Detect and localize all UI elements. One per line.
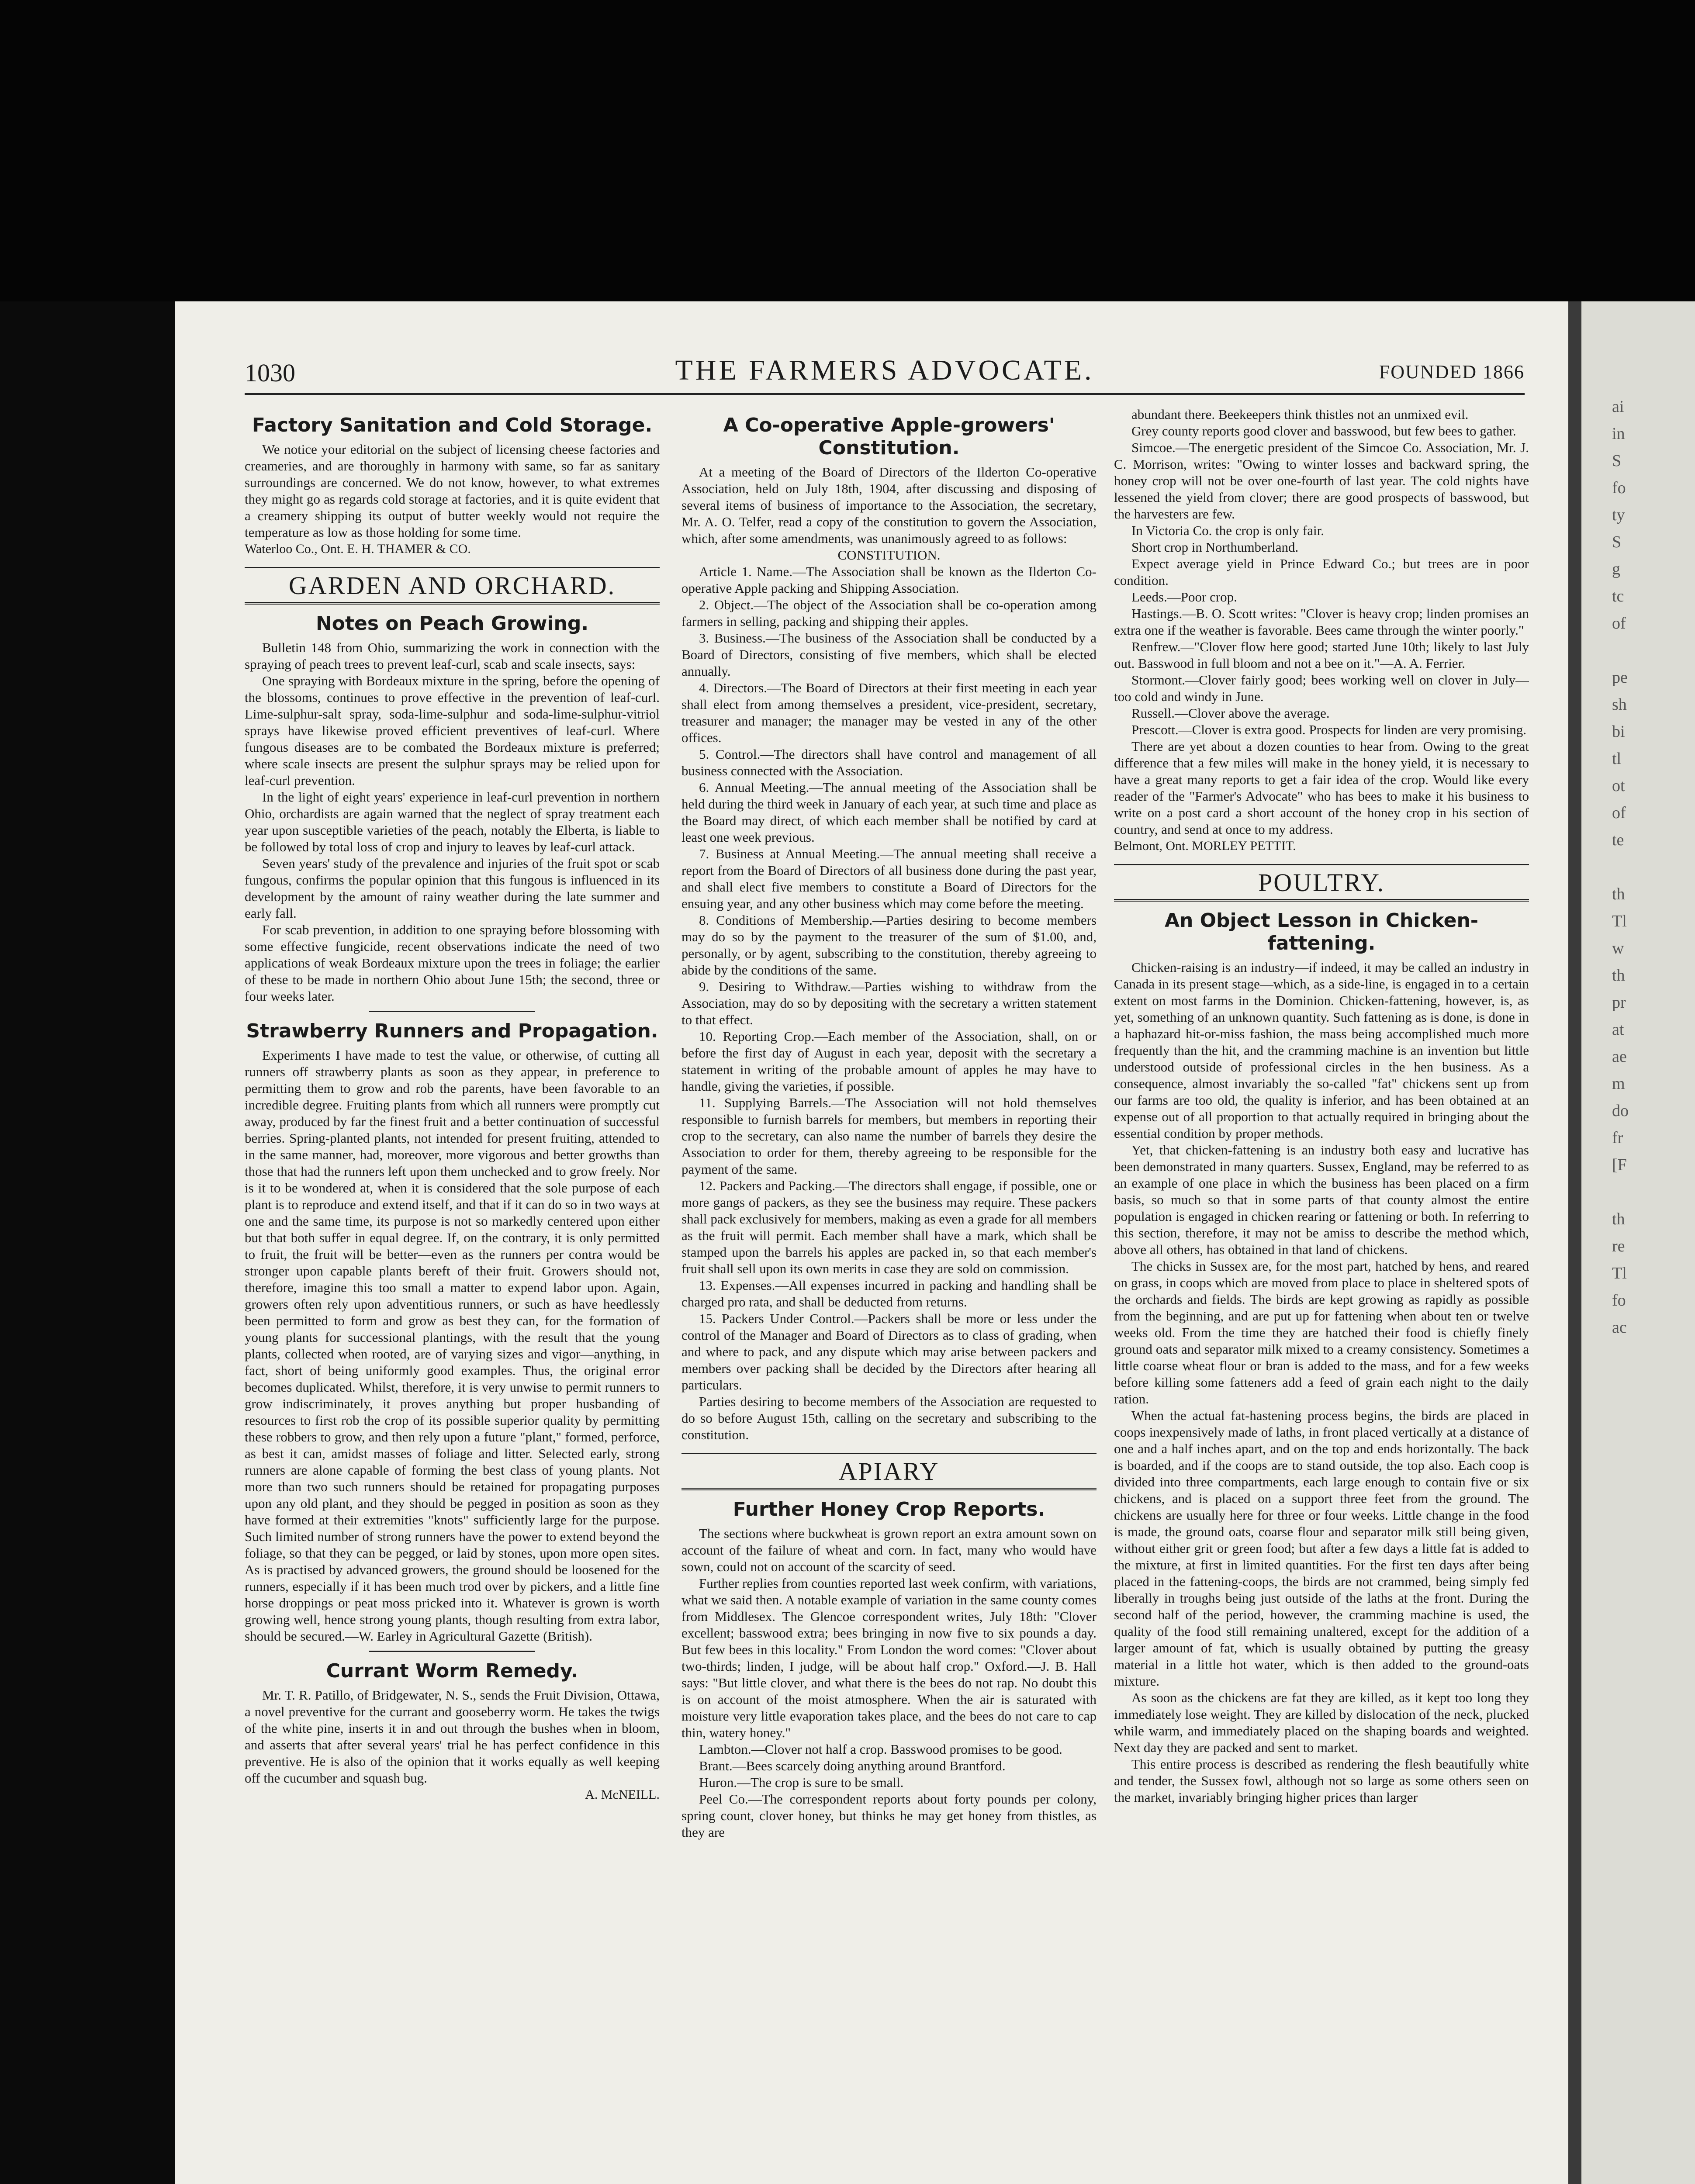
paragraph: The sections where buckwheat is grown report an extra amount sown on account of the failure of wheat and corn. In fact, many who would have sown, could not on account of the scarcity of seed.	[681, 1526, 1097, 1574]
divider	[369, 1651, 535, 1652]
paragraph: Seven years' study of the prevalence and injuries of the fruit spot or scab fungous, confirms the popular opinion that this fungous is influenced in its development by the amount of rainy weather during the late summer and early fall.	[245, 856, 660, 921]
paragraph: 3. Business.—The business of the Association shall be conducted by a Board of Directors, consisting of five members, which shall be elected annually.	[681, 630, 1097, 679]
paragraph: Simcoe.—The energetic president of the Simcoe Co. Association, Mr. J. C. Morrison, writes: "Owing to winter losses and backward spring, the honey crop will not be over one-fourth of last year. The cold nights have lessened the yield from clover; there are good prospects of basswood, but the harvesters are few.	[1114, 440, 1529, 522]
paragraph: 9. Desiring to Withdraw.—Parties wishing to withdraw from the Association, may do so by depositing with the secretary a written statement to that effect.	[681, 979, 1097, 1027]
column-2	[681, 406, 1097, 2184]
paragraph: There are yet about a dozen counties to hear from. Owing to the great difference that a few miles will make in the honey yield, it is necessary to have a great many reports to get a fair idea of the crop. Would like every reader of the "Farmer's Advocate" who has bees to make it his business to write on a post card a short account of the honey crop in his section of country, and send at once to my address.	[1114, 739, 1529, 837]
column-1	[245, 406, 660, 2184]
subheading-constitution: CONSTITUTION.	[837, 547, 941, 563]
paragraph: 15. Packers Under Control.—Packers shall be more or less under the control of the Manager and Board of Directors as to class of grading, when and where to pack, and any dispute which may arise between packers and members over packing shall be decided by the Directors after hearing all particulars.	[681, 1311, 1097, 1393]
article-body: We notice your editorial on the subject of licensing cheese factories and creameries, and are thoroughly in harmony with same, so far as sanitary surroundings are concerned. We do not know, however, to what extremes they might go as regards cold storage at factories, and it is quite evident that a creamery shipping its output of butter weekly would not require the temperature as low as those holding for some time.	[245, 442, 660, 540]
paragraph: Experiments I have made to test the value, or otherwise, of cutting all runners off strawberry plants as soon as they appear, in preference to permitting them to grow and rob the parents, have been favorable to an incredible degree. Fruiting plants from which all runners were promptly cut away, produced by far the finest fruit and a better continuation of successful berries. Spring-planted plants, not intended for present fruiting, attended to in the same manner, had, moreover, more vigorous and better growths than those that had the runners left upon them unchecked and to grow freely. Nor is it to be wondered at, when it is considered that the sole purpose of each plant is to reproduce and extend itself, and that if it can do so in two ways at one and the same time, its purpose is not so markedly centered upon either but that both suffer in equal degree. If, on the contrary, it is only permitted to fruit, the fruit will be better—even as the runners per contra would be stronger upon capable plants bereft of their fruit. Growers should not, therefore, imagine this too small a matter to expend labor upon. Again, growers often rely upon adventitious runners, or such as have heedlessly been permitted to form and grow as best they can, for the formation of young plants for successional plantings, with the result that the young plants, collected when rooted, are of varying sizes and vigor—anything, in fact, short of being uniformly good examples. Thus, the original error becomes duplicated. Whilst, therefore, it is very unwise to permit runners to grow indiscriminately, it proves anything but proper husbanding of resources to first rob the crop of its possible superior quality by permitting these robbers to grow, and then rely upon a future "plant," formed, perforce, as best it can, amidst masses of foliage and litter. Selected early, strong runners are alone capable of forming the best class of young plants. Not more than two such runners should be retained for propagating purposes upon any old plant, and they should be pegged in position as soon as they have formed at their extremities "knots" sufficiently large for the purpose. Such limited number of strong runners have the power to extend beyond the foliage, so that they can be pegged, or laid by stones, upon more open sites. As is practised by advanced growers, the ground should be loosened for the runners, especially if it has been much trod over by pickers, and a little fine horse droppings or peat moss pricked into it. Whatever is grown is worth growing well, hence strong young plants, though resulting from extra labor, should be secured.—W. Earley in Agricultural Gazette (British).	[245, 1047, 660, 1644]
adjacent-page-text: ai in S fo ty S g tc of pe sh bi tl ot of te th Tl w th pr at ae m do fr [F th re Tl fo ac	[1612, 397, 1629, 1337]
section-heading-garden: GARDEN AND ORCHARD.	[245, 567, 660, 605]
paragraph: One spraying with Bordeaux mixture in the spring, before the opening of the blossoms, continues to prove effective in the prevention of leaf-curl. Lime-sulphur-salt spray, soda-lime-sulphur and soda-lime-sulphur-vitriol sprays have likewise proved efficient preventives of leaf-curl. Where fungous diseases are to be combated the Bordeaux mixture is preferred; where scale insects are present the sulphur sprays may be relied upon for leaf-curl prevention.	[245, 673, 660, 788]
paragraph: 6. Annual Meeting.—The annual meeting of the Association shall be held during the third week in January of each year, at such time and place as the Board may direct, of which each member shall be notified by card at least one week previous.	[681, 780, 1097, 845]
paragraph: Grey county reports good clover and basswood, but few bees to gather.	[1131, 423, 1516, 439]
paragraph: 10. Reporting Crop.—Each member of the Association, shall, on or before the first day of August in each year, deposit with the secretary a statement in writing of the probable amount of apples he may have to handle, giving the varieties, if possible.	[681, 1029, 1097, 1094]
paragraph: Chicken-raising is an industry—if indeed, it may be called an industry in Canada in its present stage—which, as a side-line, is engaged in to a certain extent on most farms in the Dominion. Chicken-fattening, however, is, as yet, something of an unknown quantity. Such fattening as is done, is done in a haphazard hit-or-miss fashion, the mass being accomplished much more frequently than the hit, and the cramming machine is an invention but little understood outside of professional circles in the hen business. As a consequence, almost invariably the so-called "fat" chickens sent up from our farms are too old, the quality is inferior, and has been obtained at an expense out of all proportion to that actually required in bringing about the essential condition by proper methods.	[1114, 960, 1529, 1141]
article-title-currant: Currant Worm Remedy.	[326, 1660, 578, 1682]
newspaper-page	[175, 301, 1581, 2184]
paragraph: 12. Packers and Packing.—The directors shall engage, if possible, one or more gangs of packers, as they see the business may require. These packers shall pack exclusively for members, making as even a grade for all members as the fruit will permit. Each member shall have a mark, which shall be stamped upon the barrels his apples are packed in, so that each member's fruit shall sell upon its own merits in case they are sold on commission.	[681, 1178, 1097, 1276]
article-title-chicken: An Object Lesson in Chicken-fattening.	[1164, 909, 1479, 954]
paragraph: Russell.—Clover above the average.	[1131, 705, 1330, 721]
paragraph: 11. Supplying Barrels.—The Association will not hold themselves responsible to furnish barrels for members, but members in reporting their crop to the secretary, can also name the number of barrels they desire the Association to order for them, thereby agreeing to be responsible for the payment of the same.	[681, 1095, 1097, 1177]
article-title-strawberry: Strawberry Runners and Propagation.	[246, 1020, 658, 1042]
article-signature: A. McNEILL.	[585, 1787, 660, 1802]
paragraph: Bulletin 148 from Ohio, summarizing the work in connection with the spraying of peach trees to prevent leaf-curl, scab and scale insects, says:	[245, 640, 660, 672]
scan-border-left	[0, 301, 175, 2184]
paragraph: Short crop in Northumberland.	[1131, 539, 1299, 555]
paragraph: Stormont.—Clover fairly good; bees working well on clover in July—too cold and windy in June.	[1114, 672, 1529, 704]
paragraph: When the actual fat-hastening process begins, the birds are placed in coops inexpensively made of laths, in front placed vertically at a distance of one and a half inches apart, and on the top and ends horizontally. The back is boarded, and if the coops are to stand outside, the top also. Each coop is divided into three compartments, each large enough to contain five or six chickens, and is placed on a support three feet from the ground. The chickens are usually here for three or four weeks. Little change in the food is made, the ground oats, coarse flour and separator milk still being given, without either grit or green food; but after a few days a little fat is added to the mixture, at first in limited quantities. For the first ten days after being placed in the fattening-coops, the birds are not crammed, being simply fed liberally in troughs being just outside of the laths at the front. During the second half of the period, however, the cramming machine is used, the quality of the food still remaining unaltered, except for the addition of a larger amount of fat, which is usually obtained by putting the greasy material in a little hot water, which is then added to the ground-oats mixture.	[1114, 1408, 1529, 1689]
paragraph: Lambton.—Clover not half a crop. Basswood promises to be good.	[699, 1742, 1062, 1757]
divider	[369, 1011, 535, 1012]
article-signature: Belmont, Ont. MORLEY PETTIT.	[1114, 839, 1296, 853]
paragraph: The chicks in Sussex are, for the most part, hatched by hens, and reared on grass, in coops which are moved from place to place in sheltered spots of the orchards and fields. The birds are kept growing as rapidly as possible from the beginning, and are put up for fattening when about ten or twelve weeks old. From the time they are hatched their food is chiefly finely ground oats and separator milk mixed to a creamy consistency. Sometimes a little coarse wheat flour or bran is added to the mass, and for a few weeks before killing some fatteners add a feed of grain each night to the daily ration.	[1114, 1258, 1529, 1406]
paragraph: As soon as the chickens are fat they are killed, as it kept too long they immediately lose weight. They are killed by dislocation of the neck, plucked while warm, and immediately placed on the shaping boards and weighted. Next day they are packed and sent to market.	[1114, 1690, 1529, 1755]
founded-line: FOUNDED 1866	[1379, 361, 1525, 383]
paragraph: Hastings.—B. O. Scott writes: "Clover is heavy crop; linden promises an extra one if the weather is favorable. Bees came through the winter poorly."	[1114, 606, 1529, 638]
paragraph: 4. Directors.—The Board of Directors at their first meeting in each year shall elect from among themselves a president, vice-president, secretary, treasurer and manager; the manager may be vested in any of the other offices.	[681, 680, 1097, 745]
article-title-factory: Factory Sanitation and Cold Storage.	[252, 414, 653, 436]
paragraph: 2. Object.—The object of the Association shall be co-operation among farmers in selling, packing and shipping their apples.	[681, 597, 1097, 629]
paragraph: Leeds.—Poor crop.	[1131, 589, 1237, 605]
paragraph: 7. Business at Annual Meeting.—The annual meeting shall receive a report from the Board of Directors of all business done during the past year, and shall elect five members to constitute a Board of Directors for the ensuing year, and any other business which may come before the meeting.	[681, 846, 1097, 911]
article-title-coop: A Co-operative Apple-growers' Constitution.	[723, 414, 1055, 459]
paragraph: 8. Conditions of Membership.—Parties desiring to become members may do so by the payment to the treasurer of the sum of $1.00, and, personally, or by agent, subscribing to the constitution, thereby agreeing to abide by the conditions of the same.	[681, 912, 1097, 978]
article-title-honey: Further Honey Crop Reports.	[733, 1498, 1045, 1521]
article-body: Mr. T. R. Patillo, of Bridgewater, N. S., sends the Fruit Division, Ottawa, a novel preventive for the currant and gooseberry worm. He takes the twigs of the white pine, inserts it in and out through the bushes when in bloom, and asserts that after several years' trial he has perfect confidence in this preventive. He is also of the opinion that it works equally as well keeping off the cucumber and squash bug.	[245, 1687, 660, 1786]
paragraph: Article 1. Name.—The Association shall be known as the Ilderton Co-operative Apple packing and Shipping Association.	[681, 564, 1097, 596]
paragraph: Parties desiring to become members of the Association are requested to do so before August 15th, calling on the secretary and subscribing to the constitution.	[681, 1394, 1097, 1442]
paragraph: 13. Expenses.—All expenses incurred in packing and handling shall be charged pro rata, and shall be deducted from returns.	[681, 1278, 1097, 1310]
paragraph: In the light of eight years' experience in leaf-curl prevention in northern Ohio, orchardists are again warned that the neglect of spray treatment each year upon susceptible varieties of the peach, notably the Elberta, is liable to be followed by total loss of crop and injury to leaves by leaf-curl attack.	[245, 789, 660, 854]
paragraph: Renfrew.—"Clover flow here good; started June 10th; likely to last July out. Basswood in full bloom and not a bee on it."—A. A. Ferrier.	[1114, 639, 1529, 671]
article-title-peach: Notes on Peach Growing.	[315, 612, 589, 635]
paragraph: Expect average yield in Prince Edward Co.; but trees are in poor condition.	[1114, 556, 1529, 588]
column-3	[1114, 406, 1529, 2184]
scan-border-top	[0, 0, 1695, 301]
article-signature: Waterloo Co., Ont. E. H. THAMER & CO.	[245, 542, 471, 556]
paragraph: In Victoria Co. the crop is only fair.	[1131, 523, 1324, 538]
paragraph: Prescott.—Clover is extra good. Prospects for linden are very promising.	[1131, 722, 1526, 737]
paragraph: Yet, that chicken-fattening is an industry both easy and lucrative has been demonstrated in many quarters. Sussex, England, may be referred to as an example of one place in which the business has been placed on a firm basis, so much so that in some parts of that county almost the entire population is engaged in chicken rearing or fattening or both. In referring to this section, therefore, it may not be amiss to describe the method which, above all others, has obtained in that land of chickens.	[1114, 1142, 1529, 1257]
paragraph: For scab prevention, in addition to one spraying before blossoming with some effective fungicide, recent observations indicate the need of two applications of weak Bordeaux mixture upon the trees in foliage; the earlier of these to be made in northern Ohio about June 15th; the second, three or four weeks later.	[245, 922, 660, 1004]
page-header	[245, 354, 1525, 395]
paragraph: Huron.—The crop is sure to be small.	[699, 1775, 904, 1790]
section-heading-apiary: APIARY	[681, 1453, 1097, 1490]
masthead: THE FARMERS ADVOCATE.	[675, 354, 1094, 386]
paragraph: Brant.—Bees scarcely doing anything around Brantford.	[699, 1758, 1006, 1773]
paragraph: This entire process is described as rendering the flesh beautifully white and tender, the Sussex fowl, although not so large as some others seen on the market, invariably bringing higher prices than larger	[1114, 1756, 1529, 1805]
paragraph: Peel Co.—The correspondent reports about forty pounds per colony, spring count, clover honey, but thinks he may get honey from thistles, as they are	[681, 1791, 1097, 1840]
paragraph: abundant there. Beekeepers think thistles not an unmixed evil.	[1131, 407, 1469, 422]
paragraph: 5. Control.—The directors shall have control and management of all business connected with the Association.	[681, 746, 1097, 778]
paragraph: Further replies from counties reported last week confirm, with variations, what we said then. A notable example of variation in the same county comes from Middlesex. The Glencoe correspondent writes, July 18th: "Clover excellent; basswood extra; bees bringing in now five to six pounds a day. But few bees in this locality." From London the word comes: "Clover about two-thirds; linden, I judge, will be about half crop." Oxford.—J. B. Hall says: "But little clover, and what there is the bees do not rap. No doubt this is on account of the moist atmosphere. When the air is saturated with moisture very little evaporation takes place, and the bees do not care to cap thin, watery honey."	[681, 1576, 1097, 1740]
section-heading-poultry: POULTRY.	[1114, 864, 1529, 902]
paragraph: At a meeting of the Board of Directors of the Ilderton Co-operative Association, held on July 18th, 1904, after discussing and disposing of several items of business of importance to the Association, the secretary, Mr. A. O. Telfer, read a copy of the constitution to govern the Association, which, after some amendments, was unanimously agreed to as follows:	[681, 464, 1097, 546]
page-number: 1030	[245, 359, 295, 387]
